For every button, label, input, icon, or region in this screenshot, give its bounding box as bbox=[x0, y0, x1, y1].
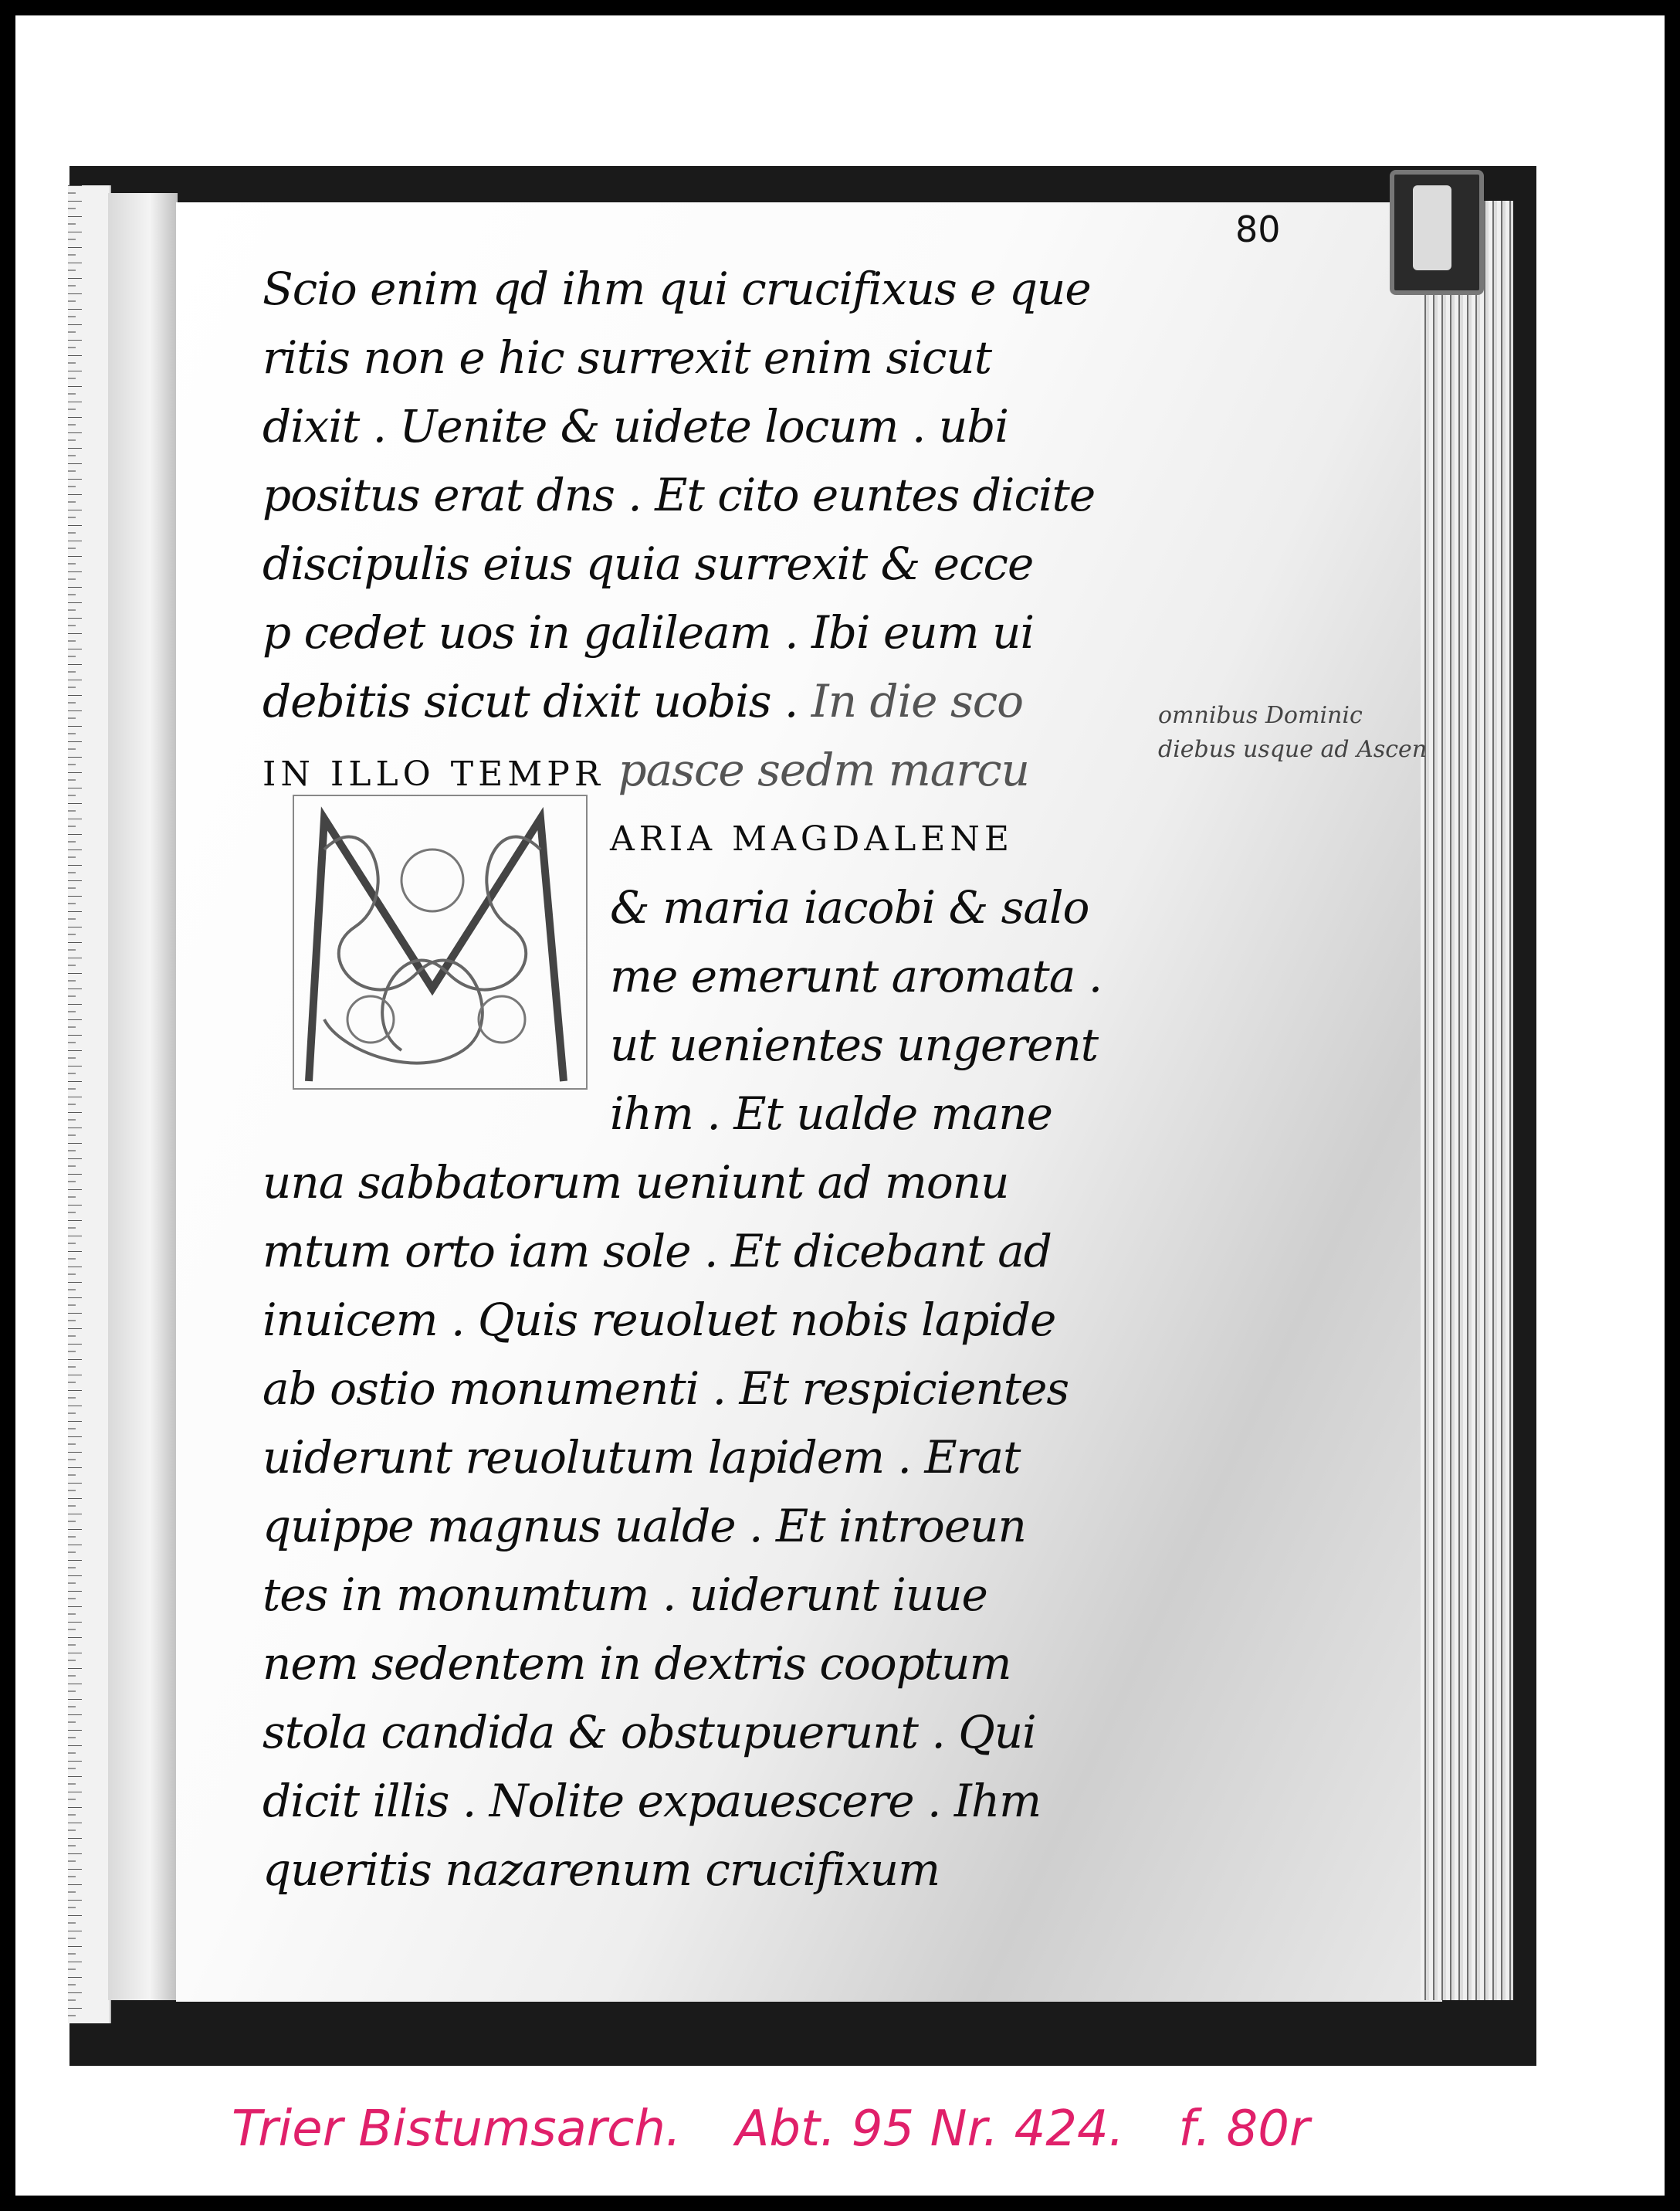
text-line: positus erat dns . Et cito euntes dicite bbox=[262, 469, 1096, 521]
initial-line: ut uenientes ungerent bbox=[610, 1019, 1099, 1071]
marginal-annotation bbox=[1158, 699, 1436, 767]
initial-line: ihm . Et ualde mane bbox=[610, 1087, 1052, 1140]
text-line: p cedet uos in galileam . Ibi eum ui bbox=[262, 606, 1034, 659]
archive-folio: f. 80r bbox=[1178, 2101, 1310, 2158]
facing-page-edge bbox=[108, 193, 178, 2000]
text-line: uiderunt reuolutum lapidem . Erat bbox=[262, 1431, 1021, 1484]
text-line: ab ostio monumenti . Et respicientes bbox=[262, 1362, 1069, 1415]
text-line: mtum orto iam sole . Et dicebant ad bbox=[262, 1225, 1052, 1277]
text-line: una sabbatorum ueniunt ad monu bbox=[262, 1156, 1009, 1209]
measuring-ruler bbox=[68, 185, 111, 2023]
text-line: ritis non e hic surrexit enim sicut bbox=[262, 331, 992, 384]
text-line: inuicem . Quis reuoluet nobis lapide bbox=[262, 1294, 1056, 1346]
book-page-edges bbox=[1421, 201, 1513, 2000]
text-line: dicit illis . Nolite expauescere . Ihm bbox=[262, 1775, 1042, 1827]
text-line-with-rubric bbox=[262, 667, 1143, 736]
text-line: nem sedentem in dextris cooptum bbox=[262, 1637, 1011, 1690]
ruler-ticks bbox=[68, 185, 110, 2023]
text-line: Scio enim qd ihm qui crucifixus e que bbox=[262, 263, 1091, 315]
text-line: stola candida & obstupuerunt . Qui bbox=[262, 1706, 1036, 1758]
book-clasp-inner bbox=[1413, 185, 1451, 270]
text-line: tes in monumtum . uiderunt iuue bbox=[262, 1568, 987, 1621]
initial-line: me emerunt aromata . bbox=[610, 950, 1102, 1002]
initial-line: ARIA MAGDALENE bbox=[610, 819, 1014, 859]
text-line: dixit . Uenite & uidete locum . ubi bbox=[262, 400, 1008, 453]
decorated-initial-m bbox=[278, 788, 602, 1097]
archive-label bbox=[232, 2101, 1312, 2158]
text-line: queritis nazarenum crucifixum bbox=[262, 1843, 940, 1896]
archive-place: Trier Bistumsarch. bbox=[232, 2101, 682, 2158]
heading-caps: IN ILLO TEMPR bbox=[262, 755, 605, 794]
margin-note-line: diebus usque ad Ascen bbox=[1158, 736, 1428, 763]
folio-number: 80 bbox=[1235, 209, 1281, 250]
archive-shelfmark: Abt. 95 Nr. 424. bbox=[735, 2101, 1125, 2158]
heading-rubric: pasce sedm marcu bbox=[618, 744, 1029, 796]
text-line: discipulis eius quia surrexit & ecce bbox=[262, 537, 1034, 590]
rubric-inline: In die sco bbox=[811, 675, 1024, 727]
text-line: debitis sicut dixit uobis . bbox=[262, 675, 798, 727]
text-line: quippe magnus ualde . Et introeun bbox=[262, 1500, 1026, 1552]
initial-line: & maria iacobi & salo bbox=[610, 881, 1089, 934]
margin-note-line: omnibus Dominic bbox=[1158, 702, 1363, 729]
